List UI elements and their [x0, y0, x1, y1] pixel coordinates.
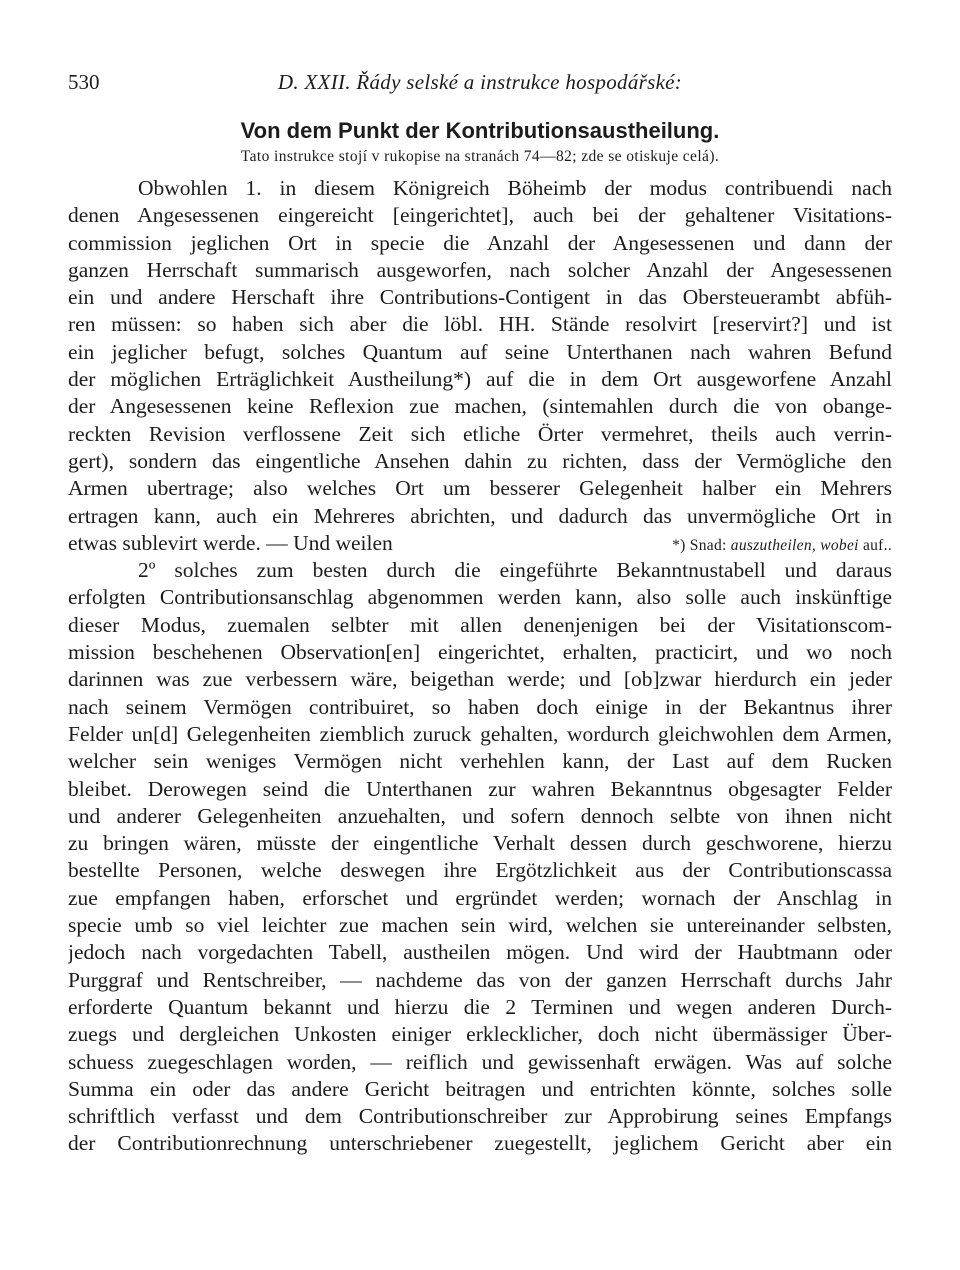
text-line: erfolgten Contributionsanschlag abgenommen werden kann, also solle auch inskünftige — [68, 585, 892, 610]
text-line: Purggraf und Rentschreiber, — nachdeme das von der ganzen Herrschaft durchs Jahr — [68, 967, 892, 992]
text-line: commission jeglichen Ort in specie die Anzahl der Angesessenen und dann der — [68, 230, 892, 255]
text-line: Obwohlen 1. in diesem Königreich Böheimb der modus contribuendi nach — [138, 176, 892, 200]
text-line: jedoch nach vorgedachten Tabell, austheilen mögen. Und wird der Haubtmann oder — [68, 940, 892, 965]
text-line: ein und andere Herschaft ihre Contributions-Contigent in das Obersteuerambt abfüh- — [68, 285, 892, 310]
paragraph-1 — [68, 175, 892, 530]
text-line: zuegs und dergleichen Unkosten einiger erklecklicher, doch nicht übermässiger Über- — [68, 1022, 892, 1047]
text-line: darinnen was zue verbessern wäre, beigethan werde; und [ob]zwar hierdurch ein jeder — [68, 667, 892, 692]
footnote-text: auszutheilen, wobei — [730, 536, 859, 554]
text-line: mission beschehenen Observation[en] eingerichtet, erhalten, practicirt, und wo noch — [68, 640, 892, 665]
text-line: gert), sondern das eingentliche Ansehen dahin zu richten, dass der Vermögliche den — [68, 448, 892, 473]
footnote — [672, 532, 892, 557]
footnote-marker: *) Snad: — [672, 536, 727, 554]
text-line: schuess zuegeschlagen worden, — reiflich und gewissenhaft erwägen. Was auf solche — [68, 1049, 892, 1074]
text-line: nach seinem Vermögen contribuiret, so haben doch einige in der Bekantnus ihrer — [68, 694, 892, 719]
footnote-tail: auf.. — [862, 536, 892, 554]
page-header — [68, 64, 892, 104]
page-number: 530 — [68, 70, 100, 94]
text-line: ein jeglicher befugt, solches Quantum auf seine Unterthanen nach wahren Befund — [68, 339, 892, 364]
text-line: specie umb so viel leichter zue machen sein wird, welchen sie untereinander selbsten, — [68, 913, 892, 938]
text-line: zu bringen wären, müsste der eingentliche Verhalt dessen durch geschworene, hierzu — [68, 831, 892, 856]
text-line: der Contributionrechnung unterschriebener zuegestellt, jeglichem Gericht aber ein — [68, 1131, 892, 1156]
text-line: ganzen Herrschaft summarisch ausgeworfen, nach solcher Anzahl der Angesessenen — [68, 257, 892, 282]
text-line: und anderer Gelegenheiten anzuehalten, und sofern dennoch selbte von ihnen nicht — [68, 803, 892, 828]
paragraph-1-last-line-text: etwas sublevirt werde. — Und weilen — [68, 530, 393, 555]
text-line: 2º solches zum besten durch die eingeführte Bekanntnustabell und daraus — [138, 558, 892, 583]
text-line: schriftlich verfasst und dem Contributionschreiber zur Approbirung seines Empfangs — [68, 1104, 892, 1129]
text-line: denen Angesessenen eingereicht [eingerichtet], auch bei der gehaltener Visitations- — [68, 203, 892, 228]
text-line: ren müssen: so haben sich aber die löbl. HH. Stände resolvirt [reservirt?] und ist — [68, 312, 892, 337]
text-line: bleibet. Derowegen seind die Unterthanen zur wahren Bekanntnus obgesagter Felder — [68, 776, 892, 801]
text-line: Summa ein oder das andere Gericht beitragen und entrichten könnte, solches solle — [68, 1076, 892, 1101]
text-line: ertragen kann, auch ein Mehreres abrichten, und dadurch das unvermögliche Ort in — [68, 503, 892, 528]
paragraph-2 — [68, 557, 892, 1158]
text-line: Armen ubertrage; also welches Ort um besserer Gelegenheit halber ein Mehrers — [68, 476, 892, 501]
text-line: der Angesessenen keine Reflexion zue machen, (sintemahlen durch die von obange- — [68, 394, 892, 419]
text-line: dieser Modus, zuemalen selbter mit allen denenjenigen bei der Visitationscom- — [68, 612, 892, 637]
paragraph-1-last-line — [68, 530, 892, 557]
text-line: erforderte Quantum bekannt und hierzu die 2 Terminen und wegen anderen Durch- — [68, 994, 892, 1019]
section-title: Von dem Punkt der Kontributionsaustheilung. — [240, 118, 720, 143]
text-line: Felder un[d] Gelegenheiten ziemblich zuruck gehalten, wordurch gleichwohlen dem Armen, — [68, 721, 892, 746]
text-line: zue empfangen haben, erforschet und ergründet werden; wornach der Anschlag in — [68, 885, 892, 910]
body-text — [68, 175, 892, 1158]
text-line: reckten Revision verflossene Zeit sich etliche Örter vermehret, theils auch verrin- — [68, 421, 892, 446]
text-line: der möglichen Erträglichkeit Austheilung*) auf die in dem Ort ausgeworfene Anzahl — [68, 367, 892, 392]
running-title: D. XXII. Řády selské a instrukce hospodářské: — [277, 70, 683, 94]
section-subtitle: Tato instrukce stojí v rukopise na stranách 74—82; zde se otiskuje celá). — [240, 148, 720, 165]
text-line: welcher sein weniges Vermögen nicht verhehlen kann, der Last auf dem Rucken — [68, 749, 892, 774]
text-line: bestellte Personen, welche deswegen ihre Ergötzlichkeit aus der Contributionscassa — [68, 858, 892, 883]
